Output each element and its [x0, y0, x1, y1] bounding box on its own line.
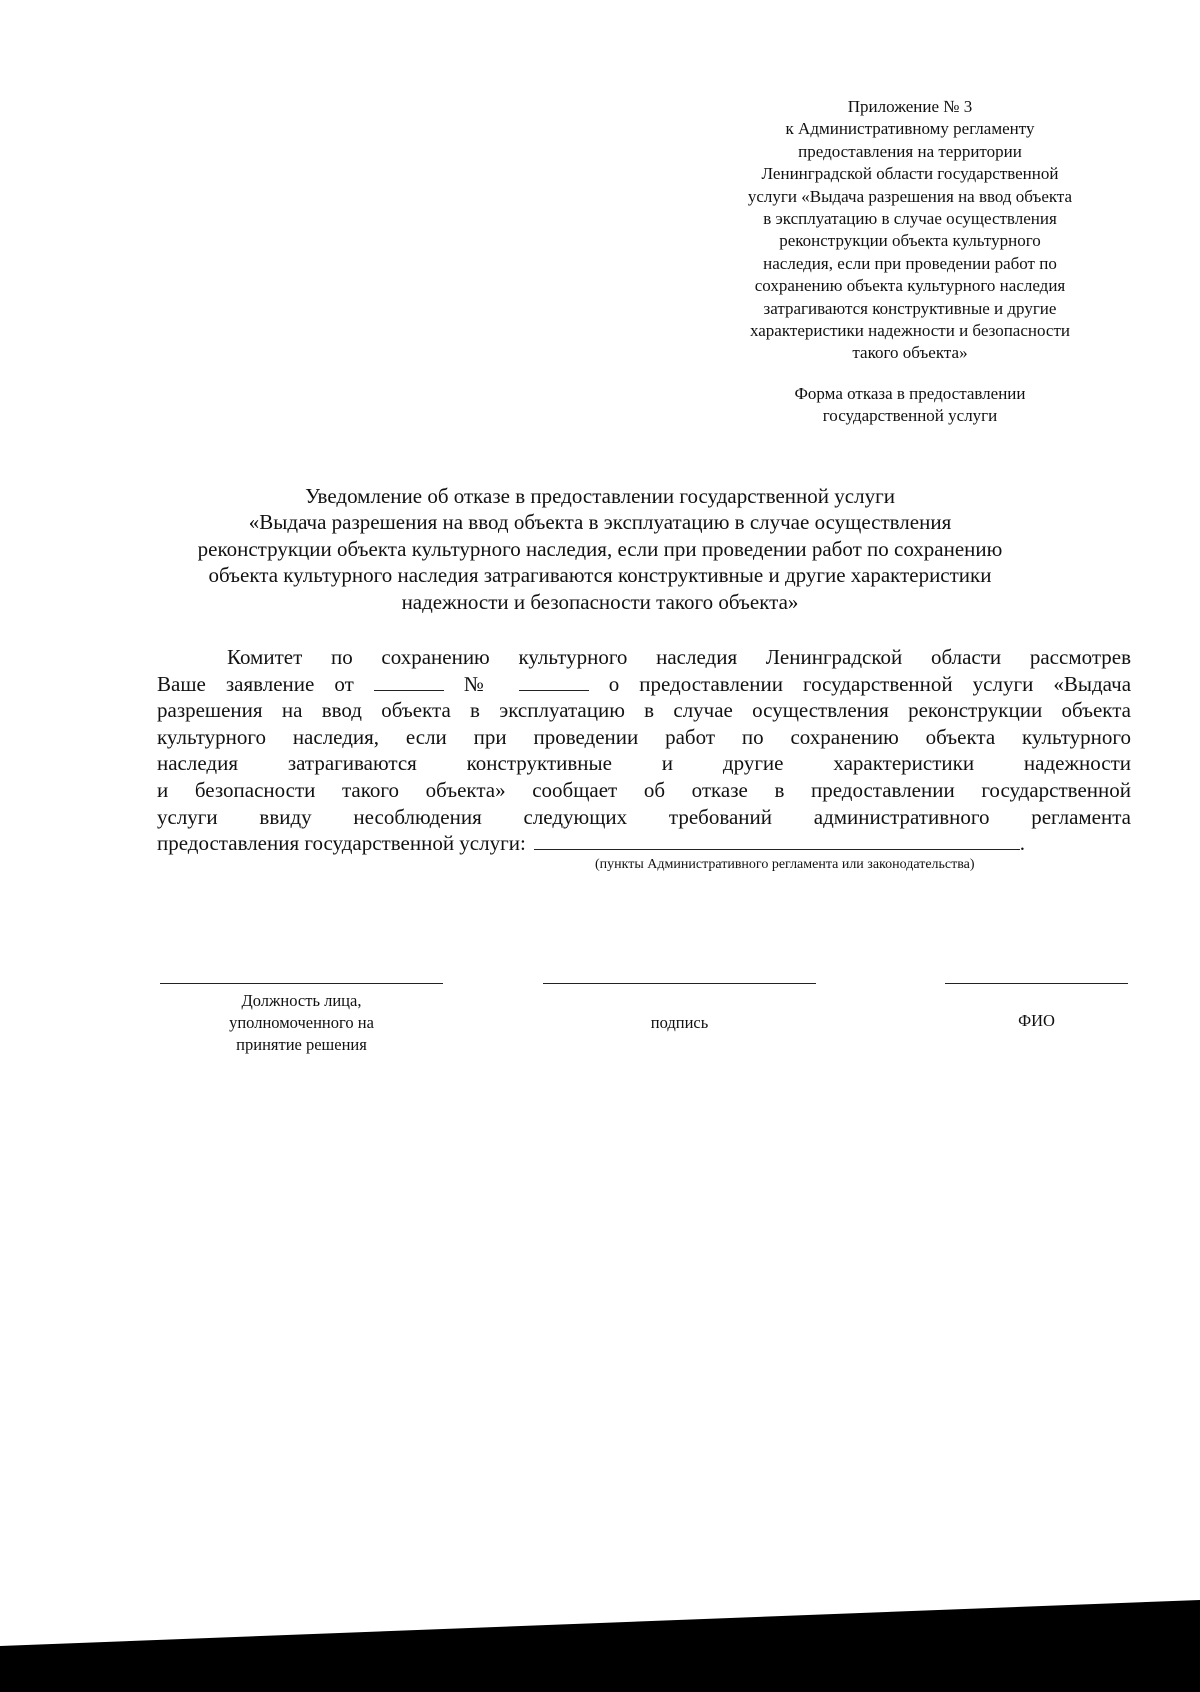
title-line: «Выдача разрешения на ввод объекта в эксплуатацию в случае осуществления	[248, 510, 952, 535]
appendix-line: предоставления на территории	[798, 141, 1022, 161]
name-signature-line	[945, 983, 1128, 984]
body-line: услуги ввиду несоблюдения следующих требований административного регламента	[157, 804, 1131, 829]
name-label-text: ФИО	[1018, 1011, 1055, 1030]
title-line: Уведомление об отказе в предоставлении государственной услуги	[305, 484, 895, 508]
scan-shadow-edge	[0, 1600, 1200, 1692]
name-label	[945, 1010, 1128, 1032]
body-line: и безопасности такого объекта» сообщает об отказе в предоставлении государственной	[157, 777, 1131, 802]
body-last-line	[157, 830, 1131, 857]
body-line: наследия затрагиваются конструктивные и другие характеристики надежности	[157, 751, 1131, 776]
appendix-line: в эксплуатацию в случае осуществления	[763, 209, 1057, 229]
appendix-line: наследия, если при проведении работ по	[763, 253, 1057, 273]
body-line: культурного наследия, если при проведении работ по сохранению объекта культурного	[157, 724, 1131, 749]
title-line: объекта культурного наследия затрагиваются конструктивные и другие характеристики	[208, 563, 992, 588]
appendix-header	[700, 96, 1120, 365]
appendix-line: Приложение № 3	[847, 97, 973, 116]
appendix-line: к Административному регламенту	[785, 119, 1035, 139]
appendix-line: затрагиваются конструктивные и другие	[763, 298, 1057, 318]
appendix-line: характеристики надежности и безопасности	[749, 321, 1070, 341]
position-label-line: уполномоченного на	[229, 1013, 374, 1032]
application-number-blank	[519, 672, 589, 691]
trailing-period: .	[1019, 831, 1026, 856]
requirements-blank	[534, 831, 1020, 850]
position-label	[160, 990, 443, 1056]
signature-label	[543, 1012, 816, 1034]
appendix-line: реконструкции объекта культурного	[779, 231, 1041, 251]
scan-shadow-shape	[0, 1600, 1200, 1692]
number-sign: №	[463, 671, 499, 696]
body-line-application	[157, 671, 1131, 698]
appendix-line: сохранению объекта культурного наследия	[754, 276, 1066, 296]
requirements-hint: (пункты Административного регламента или законодательства)	[595, 857, 975, 872]
position-label-line: Должность лица,	[241, 991, 362, 1010]
appendix-line: Ленинградской области государственной	[761, 164, 1059, 184]
title-line: реконструкции объекта культурного наследия, если при проведении работ по сохранению	[197, 536, 1003, 561]
form-caption	[700, 383, 1120, 428]
application-date-blank	[374, 672, 444, 691]
title-line: надежности и безопасности такого объекта»	[401, 589, 799, 614]
body-line: разрешения на ввод объекта в эксплуатацию в случае осуществления реконструкции объекта	[157, 698, 1131, 723]
body-paragraph	[157, 644, 1131, 857]
form-caption-line: Форма отказа в предоставлении	[794, 384, 1026, 403]
application-label: Ваше заявление от	[157, 671, 354, 696]
application-subject: о предоставлении государственной услуги «Выдача	[608, 671, 1132, 696]
signature-label-text: подпись	[650, 1013, 709, 1032]
form-caption-line: государственной услуги	[822, 406, 998, 426]
body-line: Комитет по сохранению культурного наследия Ленинградской области рассмотрев	[227, 645, 1131, 669]
position-signature-line	[160, 983, 443, 984]
appendix-line: услуги «Выдача разрешения на ввод объекта	[747, 186, 1073, 206]
position-label-line: принятие решения	[236, 1035, 367, 1054]
requirements-label: предоставления государственной услуги:	[157, 831, 526, 856]
signature-line	[543, 983, 816, 984]
appendix-line: такого объекта»	[852, 343, 968, 363]
document-title	[160, 483, 1040, 615]
